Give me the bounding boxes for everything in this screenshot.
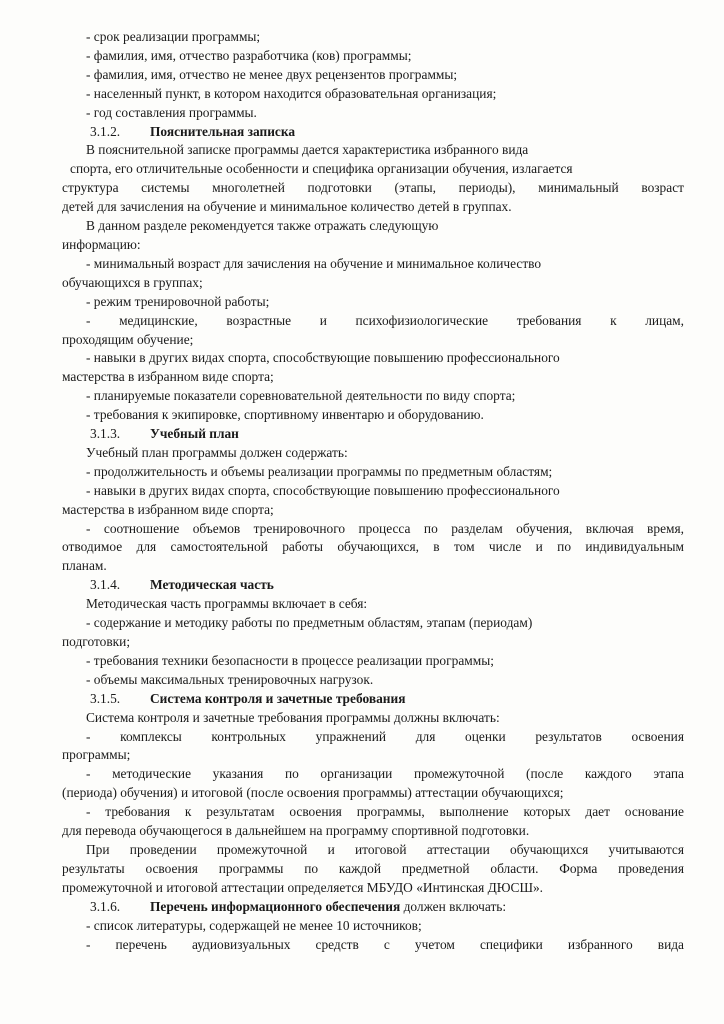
paragraph-line: В пояснительной записке программы дается характеристика избранного вида [86, 142, 529, 158]
section-heading-3-1-5 [62, 690, 684, 709]
list-item: - комплексы контрольных упражнений для оценки результатов освоения [86, 728, 684, 744]
section-title: Учебный план [150, 426, 239, 442]
section-title: Пояснительная записка [150, 123, 296, 139]
list-item: - год составления программы. [86, 104, 257, 120]
section-number: 3.1.4. [90, 577, 121, 593]
list-item: - режим тренировочной работы; [86, 293, 270, 309]
paragraph-line: При проведении промежуточной и итоговой аттестации обучающихся учитываются [86, 841, 684, 857]
paragraph-line: спорта, его отличительные особенности и специфика организации обучения, излагается [70, 161, 573, 177]
list-item: - перечень аудиовизуальных средств с учетом специфики избранного вида [86, 936, 684, 952]
list-item: - медицинские, возрастные и психофизиологические требования к лицам, [86, 312, 684, 328]
list-item-continuation: обучающихся в группах; [62, 274, 203, 290]
list-item: - фамилия, имя, отчество не менее двух рецензентов программы; [86, 66, 458, 82]
section-number: 3.1.2. [90, 123, 121, 139]
paragraph-line: информацию: [62, 236, 141, 252]
paragraph-line: результаты освоения программы по каждой предметной области. Форма проведения [62, 860, 684, 876]
list-item: - населенный пункт, в котором находится образовательная организация; [86, 85, 497, 101]
section-number: 3.1.6. [90, 898, 121, 914]
section-title: Методическая часть [150, 577, 274, 593]
list-item: - объемы максимальных тренировочных нагрузок. [86, 671, 374, 687]
section-heading-3-1-3 [62, 425, 684, 444]
list-item: - срок реализации программы; [86, 29, 261, 44]
section-number: 3.1.3. [90, 426, 121, 442]
list-item-continuation: отводимое для самостоятельной работы обучающихся, в том числе и по индивидуальным [62, 539, 684, 555]
list-item: - планируемые показатели соревновательной деятельности по виду спорта; [86, 388, 516, 404]
paragraph-line: В данном разделе рекомендуется также отражать следующую [86, 218, 439, 234]
list-item: - минимальный возраст для зачисления на обучение и минимальное количество [86, 255, 542, 271]
list-item: - продолжительность и объемы реализации программы по предметным областям; [86, 463, 553, 479]
list-item-continuation: планам. [62, 558, 107, 574]
section-title: Перечень информационного обеспечения [150, 898, 401, 914]
list-item-continuation: подготовки; [62, 634, 131, 649]
list-item-continuation: мастерства в избранном виде спорта; [62, 369, 274, 385]
list-item: - фамилия, имя, отчество разработчика (ков) программы; [86, 47, 412, 63]
list-item: - соотношение объемов тренировочного процесса по разделам обучения, включая время, [86, 520, 684, 536]
paragraph-line: Учебный план программы должен содержать: [86, 444, 348, 460]
list-item-continuation: для перевода обучающегося в дальнейшем на программу спортивной подготовки. [62, 823, 530, 839]
list-item-continuation: проходящим обучение; [62, 331, 194, 347]
section-heading-3-1-6 [62, 898, 684, 917]
list-item-continuation: мастерства в избранном виде спорта; [62, 501, 274, 517]
paragraph-line: Система контроля и зачетные требования программы должны включать: [86, 709, 500, 725]
section-heading-3-1-2 [62, 123, 684, 142]
section-number: 3.1.5. [90, 690, 121, 706]
list-item: - методические указания по организации промежуточной (после каждого этапа [86, 766, 684, 782]
section-title: Система контроля и зачетные требования [150, 690, 406, 706]
list-item: - требования к результатам освоения программы, выполнение которых дает основание [86, 804, 684, 820]
list-item: - навыки в других видах спорта, способствующие повышению профессионального [86, 350, 560, 366]
list-item: - требования техники безопасности в процессе реализации программы; [86, 652, 494, 668]
list-item: - содержание и методику работы по предметным областям, этапам (периодам) [86, 615, 533, 631]
list-item-continuation: программы; [62, 747, 131, 763]
paragraph-line: промежуточной и итоговой аттестации определяется МБУДО «Интинская ДЮСШ». [62, 879, 543, 895]
list-item-continuation: (периода) обучения) и итоговой (после освоения программы) аттестации обучающихся; [62, 785, 564, 801]
paragraph-line: Методическая часть программы включает в себя: [86, 596, 368, 612]
list-item: - требования к экипировке, спортивному инвентарю и оборудованию. [86, 407, 484, 423]
section-heading-3-1-4 [62, 576, 684, 595]
section-title-rest: должен включать: [400, 898, 507, 914]
list-item: - навыки в других видах спорта, способствующие повышению профессионального [86, 482, 560, 498]
paragraph-line: детей для зачисления на обучение и минимальное количество детей в группах. [62, 199, 512, 215]
paragraph-line: структура системы многолетней подготовки (этапы, периоды), минимальный возраст [62, 180, 684, 196]
list-item: - список литературы, содержащей не менее 10 источников; [86, 917, 422, 933]
